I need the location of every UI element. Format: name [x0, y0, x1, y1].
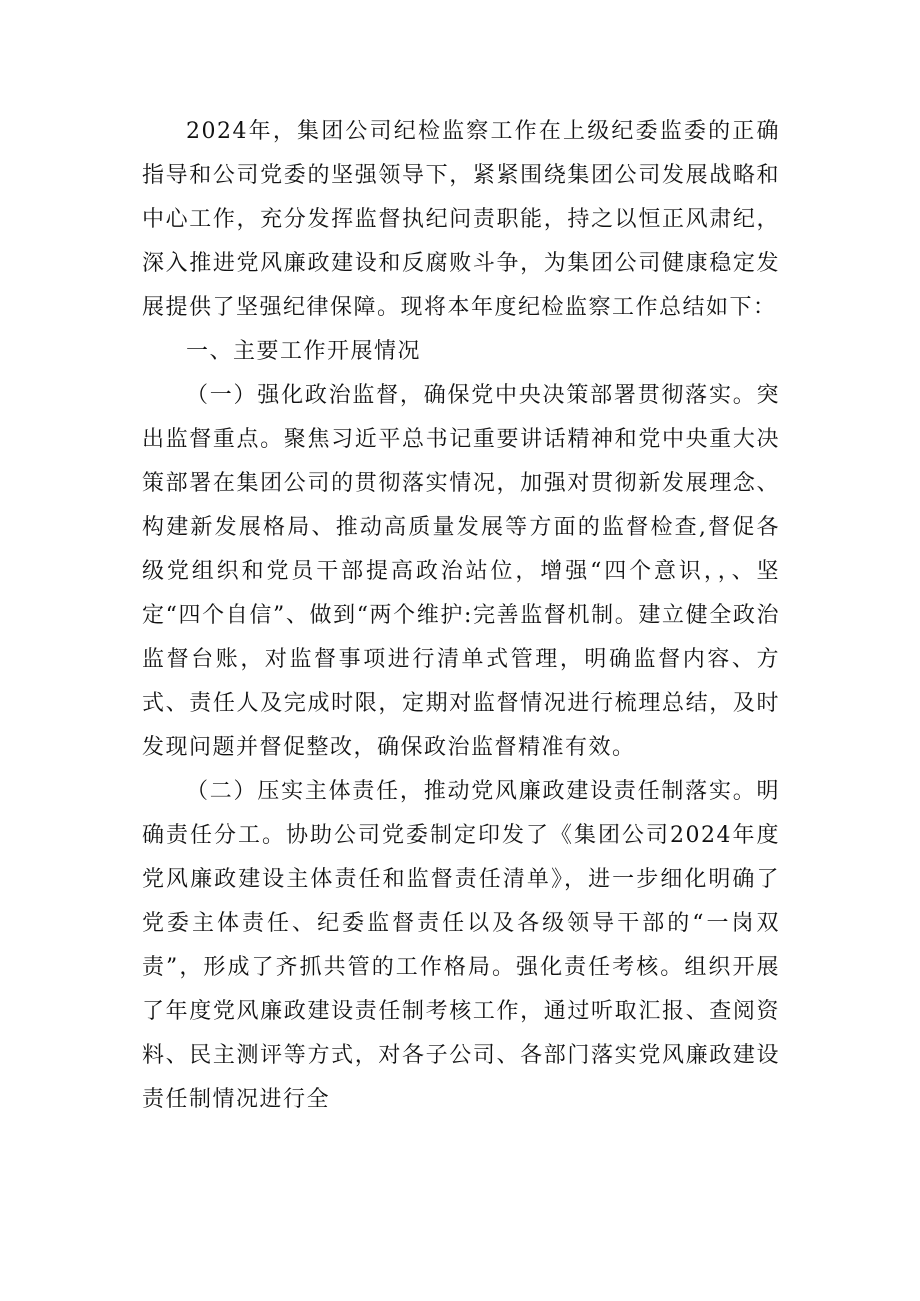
paragraph-political-supervision: （一）强化政治监督，确保党中央决策部署贯彻落实。突出监督重点。聚焦习近平总书记重要讲话精神和党中央重大决策部署在集团公司的贯彻落实情况，加强对贯彻新发展理念、构建新发展格局、推动高质量发展等方面的监督检查,督促各级党组织和党员干部提高政治站位，增强“四个意识，，、坚定“四个自信”、做到“两个维护:完善监督机制。建立健全政治监督台账，对监督事项进行清单式管理，明确监督内容、方式、责任人及完成时限，定期对监督情况进行梳理总结，及时发现问题并督促整改，确保政治监督精准有效。: [142, 383, 780, 760]
intro-paragraph: 2024年，集团公司纪检监察工作在上级纪委监委的正确指导和公司党委的坚强领导下，紧紧围绕集团公司发展战略和中心工作，充分发挥监督执纪问责职能，持之以恒正风肃纪，深入推进党风廉政建设和反腐败斗争，为集团公司健康稳定发展提供了坚强纪律保障。现将本年度纪检监察工作总结如下：: [142, 119, 780, 320]
section-heading: 一、主要工作开展情况: [186, 339, 422, 364]
paragraph-main-responsibility: （二）压实主体责任，推动党风廉政建设责任制落实。明确责任分工。协助公司党委制定印发了《集团公司2024年度党风廉政建设主体责任和监督责任清单》，进一步细化明确了党委主体责任、纪委监督责任以及各级领导干部的“一岗双责”，形成了齐抓共管的工作格局。强化责任考核。组织开展了年度党风廉政建设责任制考核工作，通过听取汇报、查阅资料、民主测评等方式，对各子公司、各部门落实党风廉政建设责任制情况进行全: [142, 779, 780, 1112]
document-body: [142, 110, 780, 1122]
